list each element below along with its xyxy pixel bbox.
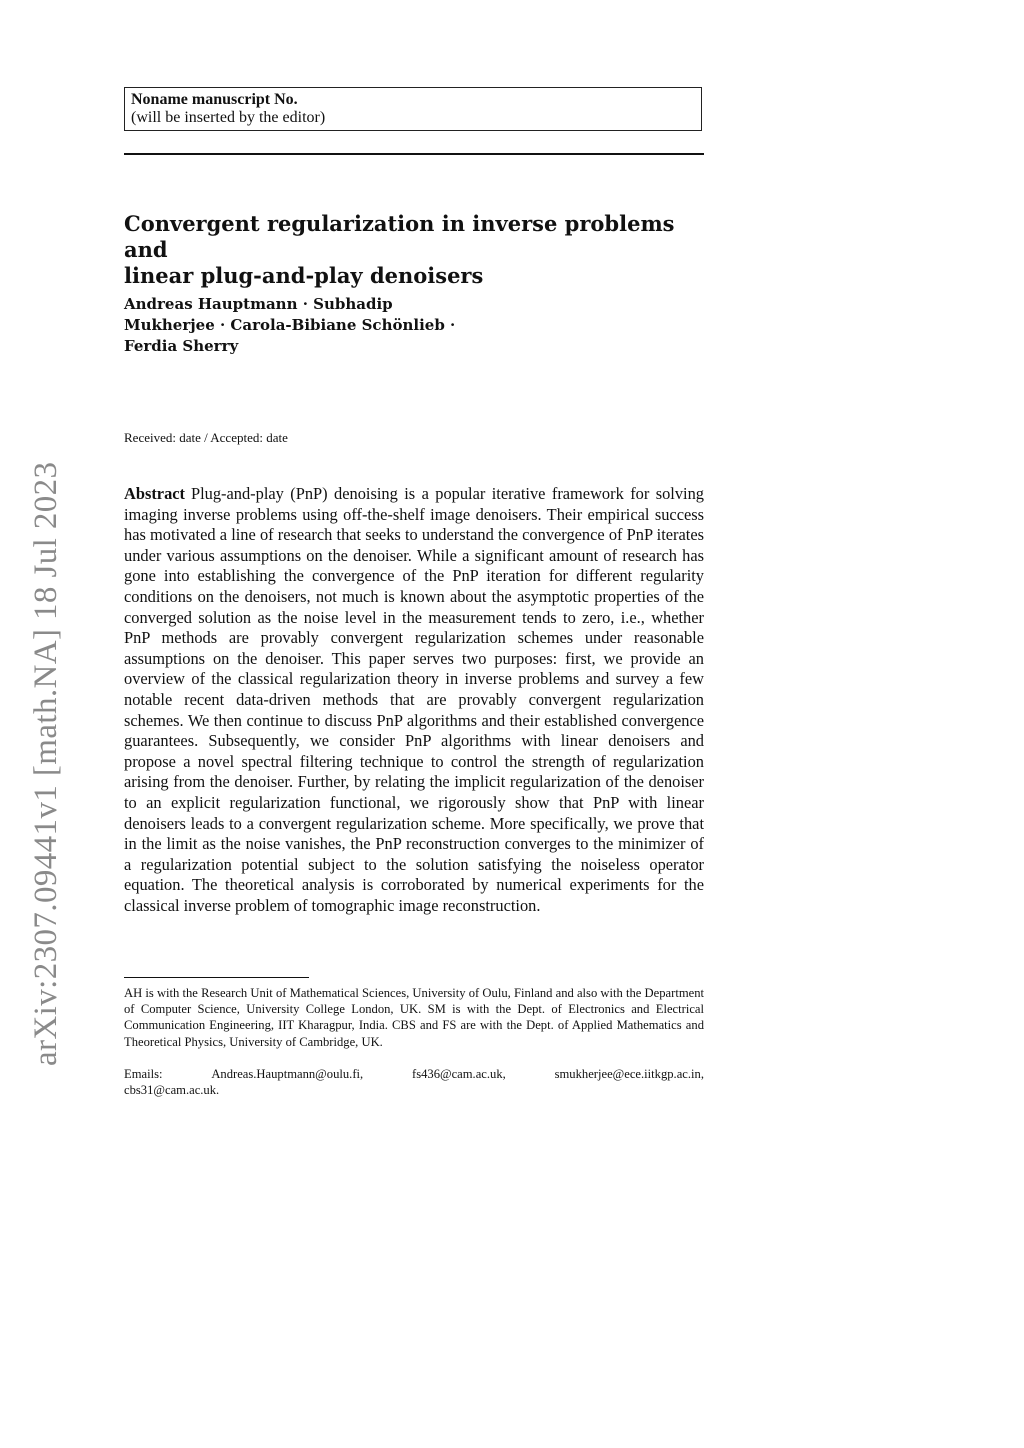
emails-label: Emails: bbox=[124, 1067, 163, 1081]
email-address: smukherjee@ece.iitkgp.ac.in, bbox=[554, 1067, 704, 1081]
author-list bbox=[124, 294, 584, 357]
paper-title-line-2: linear plug-and-play denoisers bbox=[124, 263, 484, 288]
received-accepted-dates: Received: date / Accepted: date bbox=[124, 430, 288, 445]
arxiv-identifier-stamp: arXiv:2307.09441v1 [math.NA] 18 Jul 2023 bbox=[28, 461, 64, 1066]
abstract-label: Abstract bbox=[124, 484, 185, 503]
paper-title-line-1: Convergent regularization in inverse problems and bbox=[124, 211, 675, 262]
manuscript-number-label: Noname manuscript No. bbox=[131, 91, 298, 108]
email-address: Andreas.Hauptmann@oulu.fi, bbox=[211, 1067, 364, 1081]
paper-title bbox=[124, 211, 714, 289]
abstract bbox=[124, 484, 704, 916]
email-footnote bbox=[124, 1066, 704, 1098]
author-line-2: Mukherjee · Carola-Bibiane Schönlieb · bbox=[124, 316, 456, 334]
author-line-3: Ferdia Sherry bbox=[124, 337, 239, 355]
email-line-1 bbox=[124, 1066, 704, 1082]
manuscript-number-box bbox=[124, 87, 702, 131]
email-address: fs436@cam.ac.uk, bbox=[412, 1067, 506, 1081]
email-line-2: cbs31@cam.ac.uk. bbox=[124, 1083, 220, 1098]
footnote-rule bbox=[124, 977, 309, 978]
author-line-1: Andreas Hauptmann · Subhadip bbox=[124, 295, 393, 313]
header-rule bbox=[124, 153, 704, 155]
affiliation-text: AH is with the Research Unit of Mathematical Sciences, University of Oulu, Finland and also with the Department of Computer Science, University College London, UK. SM is with the Dept. of Electronics and Electrical Communication Engineering, IIT Kharagpur, India. CBS and FS are with the Dept. of Applied Mathematics and Theoretical Physics, University of Cambridge, UK. bbox=[124, 986, 704, 1049]
manuscript-editor-note: (will be inserted by the editor) bbox=[131, 109, 326, 126]
affiliation-footnote bbox=[124, 985, 704, 1050]
abstract-text: Plug-and-play (PnP) denoising is a popular iterative framework for solving imaging inverse problems using off-the-shelf image denoisers. Their empirical success has motivated a line of research that seeks to understand the convergence of PnP iterates under various assumptions on the denoiser. While a significant amount of research has gone into establishing the convergence of the PnP iteration for different regularity conditions on the denoisers, not much is known about the asymptotic properties of the converged solution as the noise level in the measurement tends to zero, i.e., whether PnP methods are provably convergent regularization schemes under reasonable assumptions on the denoiser. This paper serves two purposes: first, we provide an overview of the classical regularization theory in inverse problems and survey a few notable recent data-driven methods that are provably convergent regularization schemes. We then continue to discuss PnP algorithms and their established convergence guarantees. Subsequently, we consider PnP algorithms with linear denoisers and propose a novel spectral filtering technique to control the strength of regularization arising from the denoiser. Further, by relating the implicit regularization of the denoiser to an explicit regularization functional, we rigorously show that PnP with linear denoisers leads to a convergent regularization scheme. More specifically, we prove that in the limit as the noise vanishes, the PnP reconstruction converges to the minimizer of a regularization potential subject to the solution satisfying the noiseless operator equation. The theoretical analysis is corroborated by numerical experiments for the classical inverse problem of tomographic image reconstruction. bbox=[124, 484, 704, 915]
